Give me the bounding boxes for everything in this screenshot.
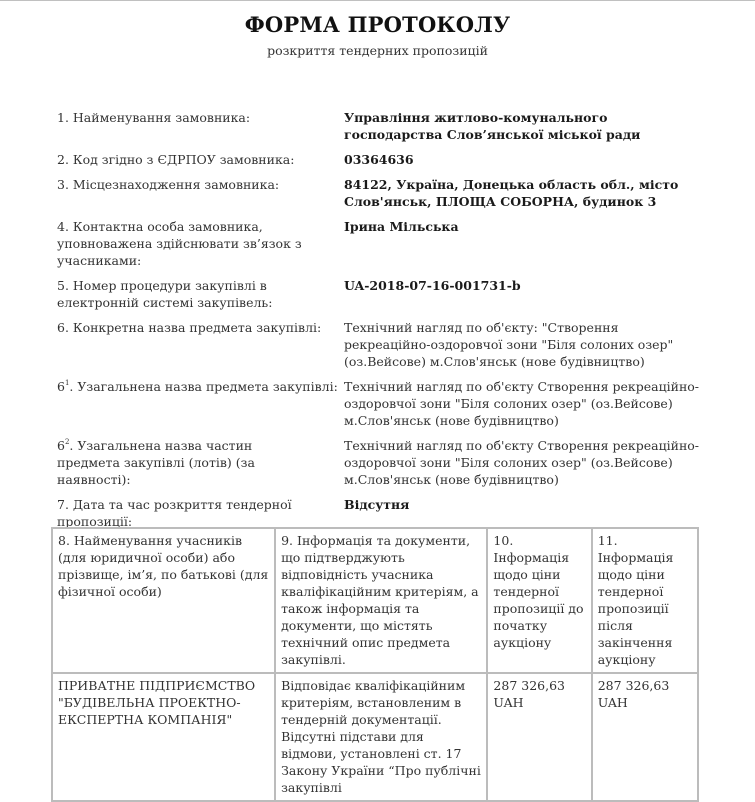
field-label: 6. Конкретна назва предмета закупівлі: bbox=[57, 320, 322, 335]
field-label: 1. Найменування замовника: bbox=[57, 110, 251, 125]
field-value: 03364636 bbox=[344, 152, 414, 167]
header-price-before-auction: 10. Інформація щодо ціни тендерної пропозиції до початку аукціону bbox=[487, 528, 591, 673]
cell-price-before-auction: 287 326,63 UAH bbox=[487, 673, 591, 801]
field-label: 2. Код згідно з ЄДРПОУ замовника: bbox=[57, 152, 295, 167]
label-number: 6 bbox=[57, 379, 65, 394]
field-value: UA-2018-07-16-001731-b bbox=[344, 278, 521, 293]
field-value: Ірина Мільська bbox=[344, 219, 459, 234]
cell-price-after-auction: 287 326,63 UAH bbox=[592, 673, 698, 801]
field-value: 84122, Україна, Донецька область обл., місто Слов'янськ, ПЛОЩА СОБОРНА, будинок 3 bbox=[344, 177, 679, 209]
field-procedure-number bbox=[57, 277, 717, 311]
info-section bbox=[57, 109, 717, 538]
label-superscript: 2 bbox=[64, 438, 70, 446]
field-general-subject bbox=[57, 378, 717, 429]
field-specific-subject bbox=[57, 319, 717, 370]
header-price-after-auction: 11. Інформація щодо ціни тендерної пропозиції після закінчення аукціону bbox=[592, 528, 698, 673]
field-opening-date bbox=[57, 496, 717, 530]
header-qualification-info: 9. Інформація та документи, що підтверджують відповідність учасника кваліфікаційним критеріям, а також інформація та документи, що містять технічний опис предмета закупівлі. bbox=[275, 528, 487, 673]
field-value: Технічний нагляд по об'єкту Створення рекреаційно-оздоровчої зони "Біля солоних озер" (оз.Вейсове) м.Слов'янськ (нове будівництво) bbox=[344, 379, 700, 428]
field-label: 7. Дата та час розкриття тендерної пропозиції: bbox=[57, 497, 292, 529]
field-value: Технічний нагляд по об'єкту: "Створення рекреаційно-оздоровчої зони "Біля солоних озер" (оз.Вейсове) м.Слов'янськ (нове будівництво) bbox=[344, 320, 674, 369]
protocol-page bbox=[0, 12, 755, 795]
table-row bbox=[52, 673, 698, 801]
label-number: 6 bbox=[57, 438, 65, 453]
table-header-row bbox=[52, 528, 698, 673]
cell-qualification-info: Відповідає кваліфікаційним критеріям, встановленим в тендерній документації. Відсутні підстави для відмови, установлені ст. 17 Закону України “Про публічні закупівлі bbox=[275, 673, 487, 801]
field-value: Відсутня bbox=[344, 497, 410, 512]
field-customer-name bbox=[57, 109, 717, 143]
field-value: Технічний нагляд по об'єкту Створення рекреаційно-оздоровчої зони "Біля солоних озер" (оз.Вейсове) м.Слов'янськ (нове будівництво) bbox=[344, 438, 700, 487]
cell-participant-name: ПРИВАТНЕ ПІДПРИЄМСТВО "БУДІВЕЛЬНА ПРОЕКТНО-ЕКСПЕРТНА КОМПАНІЯ" bbox=[52, 673, 275, 801]
page-title: ФОРМА ПРОТОКОЛУ bbox=[244, 12, 511, 37]
field-lots-subject bbox=[57, 437, 717, 488]
field-label: 5. Номер процедури закупівлі в електронній системі закупівель: bbox=[57, 278, 273, 310]
field-label bbox=[57, 437, 317, 488]
field-customer-address bbox=[57, 176, 717, 210]
label-text: . Узагальнена назва частин предмета закупівлі (лотів) (за наявності): bbox=[57, 438, 255, 487]
label-text: . Узагальнена назва предмета закупівлі: bbox=[69, 379, 338, 394]
page-subtitle: розкриття тендерних пропозицій bbox=[267, 43, 488, 58]
field-value: Управління житлово-комунального господарства Слов’янської міської ради bbox=[344, 110, 641, 142]
header-participant-name: 8. Найменування учасників (для юридичної особи) або прізвище, ім’я, по батькові (для фізичної особи) bbox=[52, 528, 275, 673]
field-edrpou-code bbox=[57, 151, 717, 168]
field-label: 3. Місцезнаходження замовника: bbox=[57, 177, 280, 192]
participants-table bbox=[51, 527, 699, 802]
field-label bbox=[57, 378, 344, 429]
label-superscript: 1 bbox=[64, 379, 70, 387]
field-label: 4. Контактна особа замовника, уповноважена здійснювати зв’язок з учасниками: bbox=[57, 219, 302, 268]
field-contact-person bbox=[57, 218, 717, 269]
